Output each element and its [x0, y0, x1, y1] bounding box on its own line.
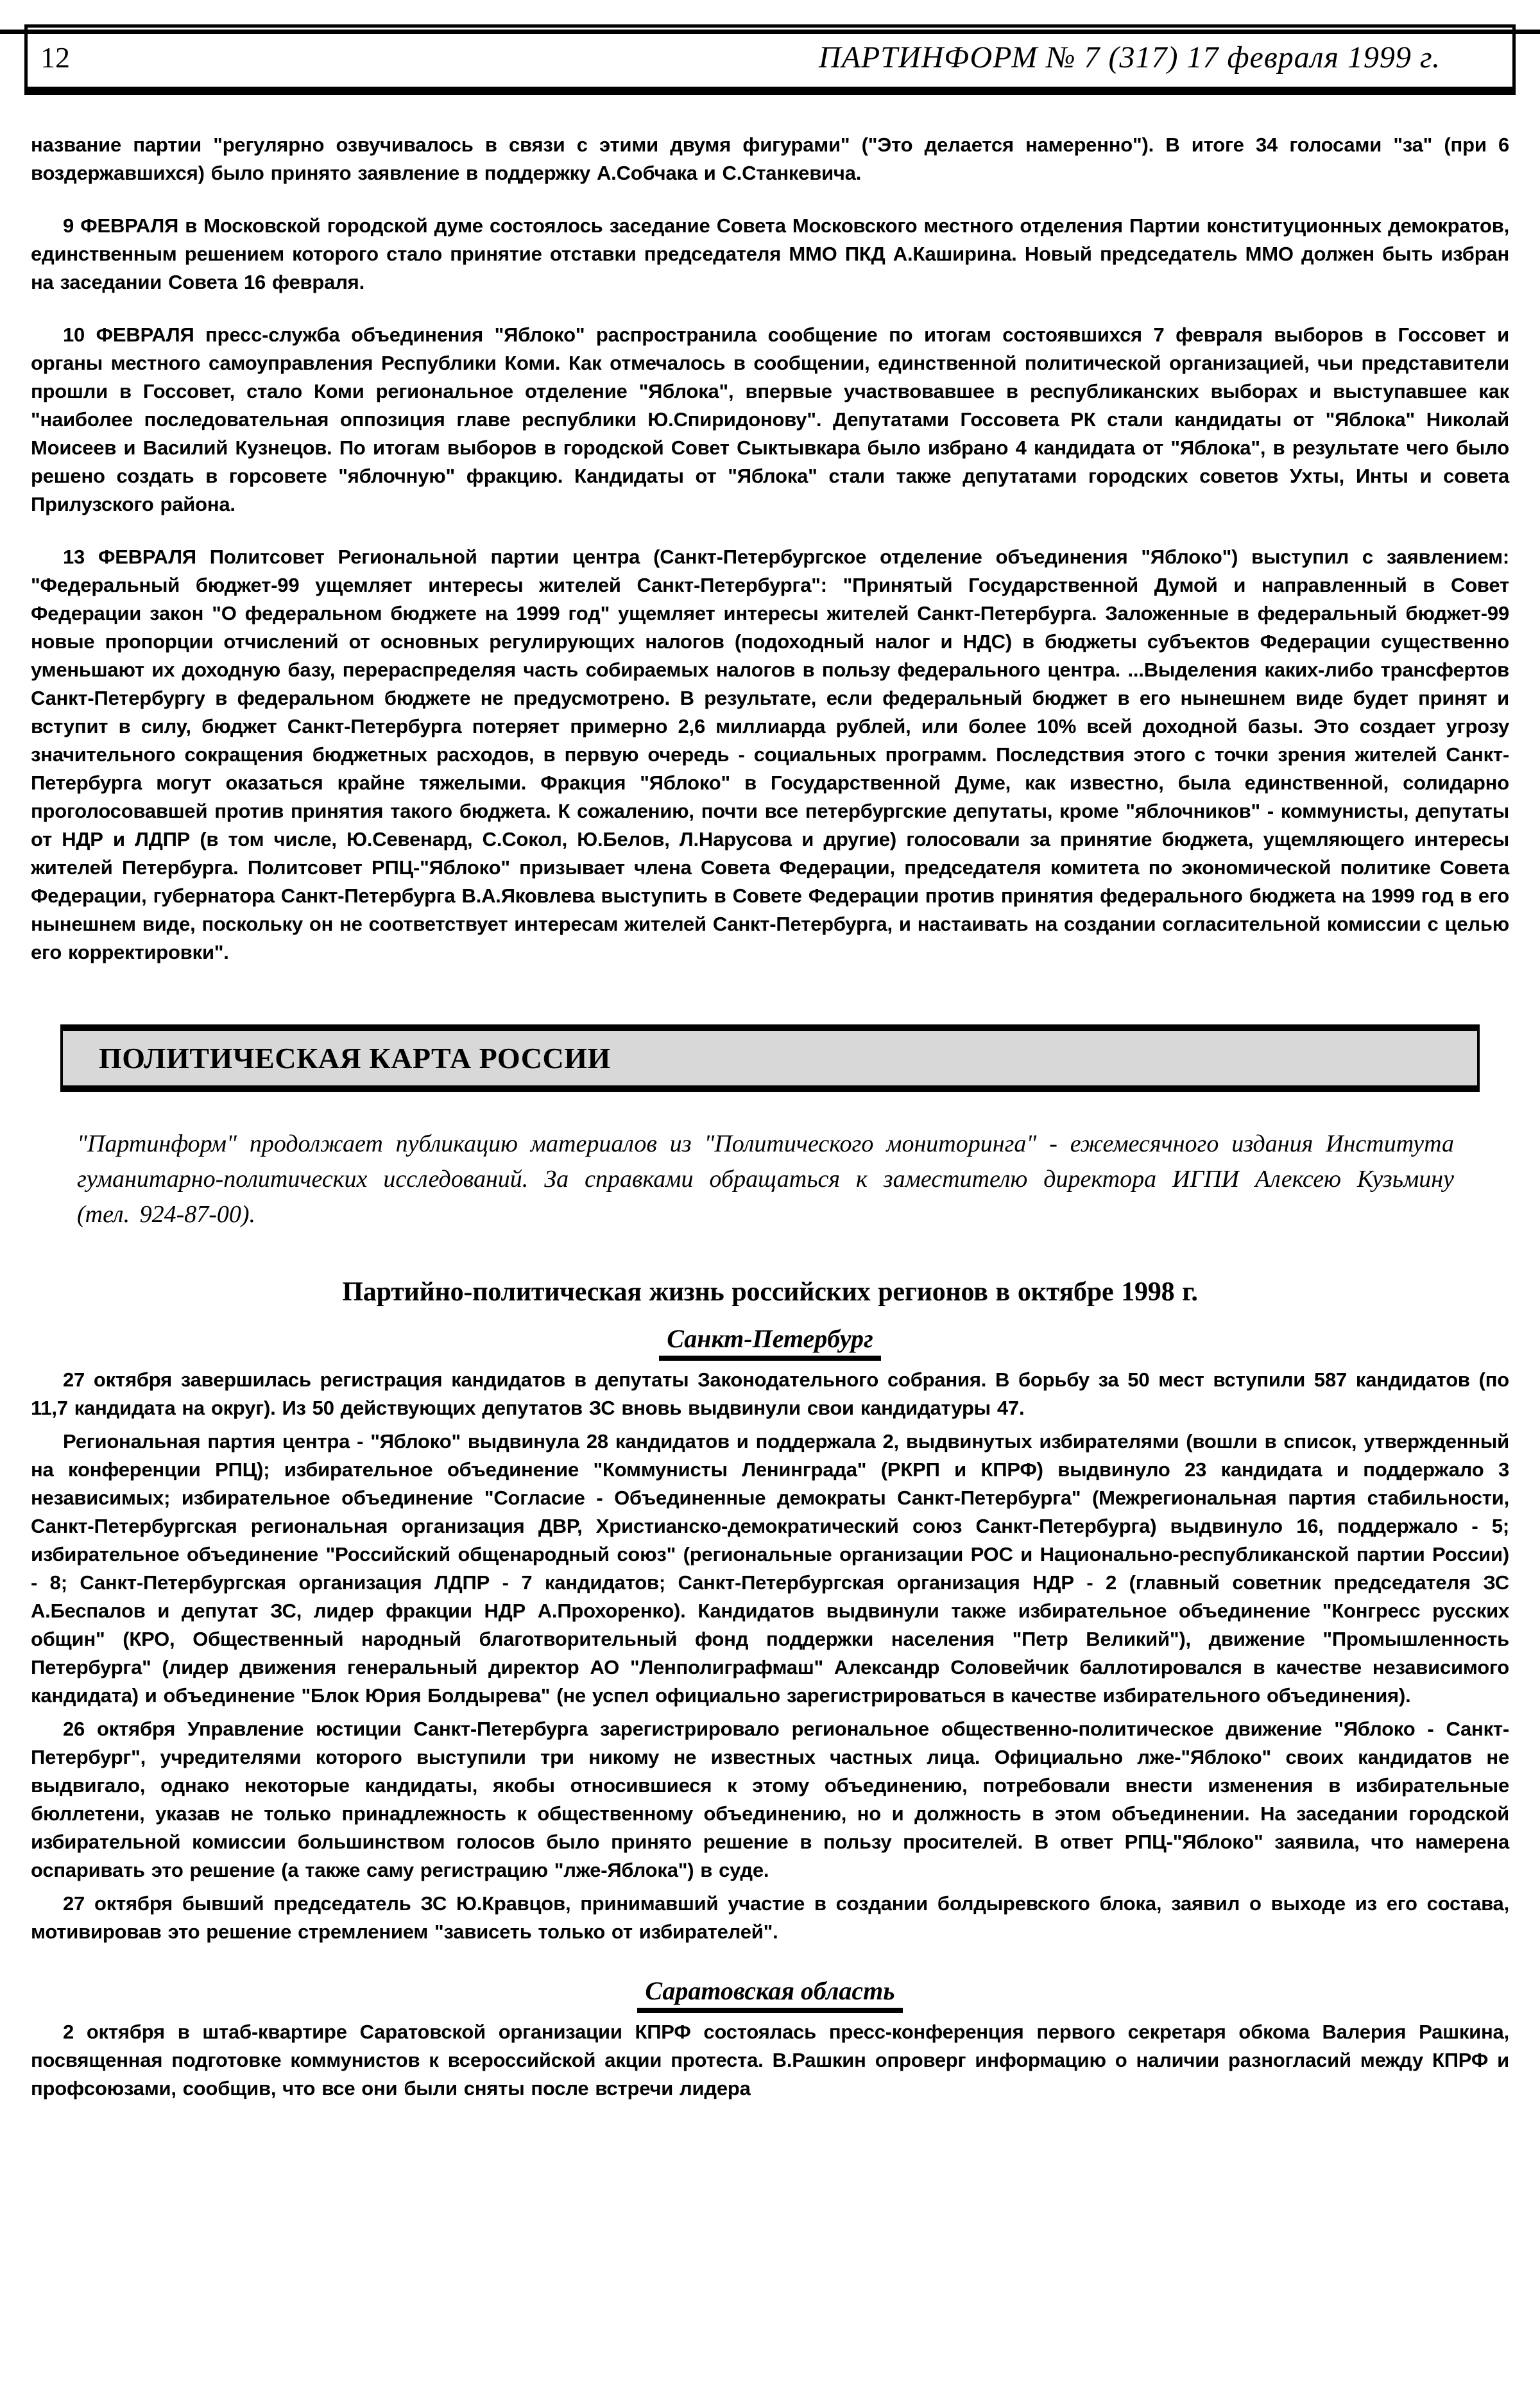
news-paragraph-feb13: 13 ФЕВРАЛЯ Политсовет Региональной партии центра (Санкт-Петербургское отделение объединения "Яблоко") выступил с заявлением: "Федеральный бюджет-99 ущемляет интересы жителей Санкт-Петербурга": "Принятый Государственной Думой и направленный в Совет Федерации закон "О федеральном бюджете на 1999 год" ущемляет интересы жителей Санкт-Петербурга. Заложенные в федеральный бюджет-99 новые пропорции отчислений от основных регулирующих налогов (подоходный налог и НДС) в бюджеты субъектов Федерации существенно уменьшают их доходную базу, перераспределяя часть собираемых налогов в пользу федерального центра. ...Выделения каких-либо трансфертов Санкт-Петербургу в федеральном бюджете не предусмотрено. В результате, если федеральный бюджет в его нынешнем виде будет принят и вступит в силу, бюджет Санкт-Петербурга потеряет примерно 2,6 миллиарда рублей, или более 10% всей доходной базы. Это создает угрозу значительного сокращения бюджетных расходов, в первую очередь - социальных программ. Последствия этого с точки зрения жителей Санкт-Петербурга могут оказаться крайне тяжелыми. Фракция "Яблоко" в Государственной Думе, как известно, была единственной, солидарно проголосовавшей против принятия такого бюджета. К сожалению, почти все петербургские депутаты, кроме "яблочников" - коммунисты, депутаты от НДР и ЛДПР (в том числе, Ю.Севенард, С.Сокол, Ю.Белов, Л.Нарусова и другие) голосовали за принятие бюджета, ущемляющего интересы жителей Петербурга. Политсовет РПЦ-"Яблоко" призывает члена Совета Федерации, председателя комитета по экономической политике Совета Федерации, губернатора Санкт-Петербурга В.А.Яковлева выступить в Совете Федерации против принятия федерального бюджета на 1999 год в его нынешнем виде, поскольку он не соответствует интересам жителей Санкт-Петербурга, и настаивать на создании согласительной комиссии с целью его корректировки". [31, 546, 1509, 963]
region-heading-wrap-spb [31, 1324, 1509, 1361]
saratov-paragraph-1: 2 октября в штаб-квартире Саратовской организации КПРФ состоялась пресс-конференция первого секретаря обкома Валерия Рашкина, посвященная подготовке коммунистов к всероссийской акции протеста. В.Рашкин опроверг информацию о наличии разногласий между КПРФ и профсоюзами, сообщив, что все они были сняты после встречи лидера [31, 2021, 1509, 2100]
newsletter-page [0, 24, 1540, 2407]
page-top-rule [0, 30, 1540, 34]
spb-paragraph-2: Региональная партия центра - "Яблоко" выдвинула 28 кандидатов и поддержала 2, выдвинутых избирателями (вошли в список, утвержденный на конференции РПЦ); избирательное объединение "Коммунисты Ленинграда" (РКРП и КПРФ) выдвинуло 23 кандидата и поддержало 3 независимых; избирательное объединение "Согласие - Объединенные демократы Санкт-Петербурга" (Межрегиональная партия стабильности, Санкт-Петербургская региональная организация ДВР, Христианско-демократический союз Санкт-Петербурга) выдвинуло 16, поддержало - 5; избирательное объединение "Российский общенародный союз" (региональные организации РОС и Национально-республиканской партии России) - 8; Санкт-Петербургская организация ЛДПР - 7 кандидатов; Санкт-Петербургская организация НДР - 2 (главный советник председателя ЗС А.Беспалов и депутат ЗС, лидер фракции НДР А.Прохоренко). Кандидатов выдвинули также избирательное объединение "Конгресс русских общин" (КРО, Общественный народный благотворительный фонд поддержки населения "Петр Великий"), движение "Промышленность Петербурга" (лидер движения генеральный директор АО "Ленполиграфмаш" Александр Соловейчик баллотировался в качестве независимого кандидата) и объединение "Блок Юрия Болдырева" (не успел официально зарегистрироваться в качестве избирательного объединения). [31, 1430, 1509, 1707]
monitoring-intro-paragraph: "Партинформ" продолжает публикацию материалов из "Политического мониторинга" - ежемесячного издания Института гуманитарно-политических исследований. За справками обращаться к заместителю директора ИГПИ Алексею Кузьмину (тел. 924-87-00). [77, 1130, 1454, 1228]
spb-paragraph-3: 26 октября Управление юстиции Санкт-Петербурга зарегистрировало региональное общественно-политическое движение "Яблоко - Санкт-Петербург", учредителями которого выступили три никому не известных частных лица. Официально лже-"Яблоко" своих кандидатов не выдвигало, однако некоторые кандидаты, якобы относившиеся к этому объединению, потребовали внести изменения в избирательные бюллетени, указав не только принадлежность к общественному объединению, но и должность в этом объединении. На заседании городской избирательной комиссии большинством голосов было принято решение в пользу просителей. В ответ РПЦ-"Яблоко" заявила, что намерена оспаривать это решение (а также саму регистрацию "лже-Яблока") в суде. [31, 1718, 1509, 1881]
news-paragraph-feb10: 10 ФЕВРАЛЯ пресс-служба объединения "Яблоко" распространила сообщение по итогам состоявшихся 7 февраля выборов в Госсовет и органы местного самоуправления Республики Коми. Как отмечалось в сообщении, единственной политической организацией, чьи представители прошли в Госсовет, стало Коми региональное отделение "Яблока", впервые участвовавшее в республиканских выборах и выступавшее как "наиболее последовательная оппозиция главе республики Ю.Спиридонову". Депутатами Госсовета РК стали кандидаты от "Яблока" Николай Моисеев и Василий Кузнецов. По итогам выборов в городской Совет Сыктывкара было избрано 4 кандидата от "Яблока", в результате чего было решено создать в горсовете "яблочную" фракцию. Кандидаты от "Яблока" стали также депутатами городских советов Ухты, Инты и совета Прилузского района. [31, 324, 1509, 515]
running-header [24, 24, 1516, 95]
news-paragraph-feb9: 9 ФЕВРАЛЯ в Московской городской думе состоялось заседание Совета Московского местного отделения Партии конституционных демократов, единственным решением которого стало принятие отставки председателя ММО ПКД А.Каширина. Новый председатель ММО должен быть избран на заседании Совета 16 февраля. [31, 214, 1509, 293]
region-heading-wrap-saratov [31, 1976, 1509, 2013]
lead-continuation-paragraph: название партии "регулярно озвучивалось в связи с этими двумя фигурами" ("Это делается намеренно"). В итоге 34 голосами "за" (при 6 воздержавшихся) было принято заявление в поддержку А.Собчака и С.Станкевича. [31, 134, 1509, 184]
report-title: Партийно-политическая жизнь российских регионов в октябре 1998 г. [342, 1277, 1198, 1307]
page-number: 12 [40, 40, 70, 74]
region-heading-saint-petersburg: Санкт-Петербург [659, 1324, 880, 1361]
page-body [0, 131, 1540, 2103]
spb-paragraph-4: 27 октября бывший председатель ЗС Ю.Кравцов, принимавший участие в создании болдыревского блока, заявил о выходе из его состава, мотивировав это решение стремлением "зависеть только от избирателей". [31, 1892, 1509, 1943]
spb-paragraph-1: 27 октября завершилась регистрация кандидатов в депутаты Законодательного собрания. В борьбу за 50 мест вступили 587 кандидатов (по 11,7 кандидата на округ). Из 50 действующих депутатов ЗС вновь выдвинули свои кандидатуры 47. [31, 1368, 1509, 1419]
region-heading-saratov-oblast: Саратовская область [637, 1976, 902, 2013]
journal-masthead: ПАРТИНФОРМ № 7 (317) 17 февраля 1999 г. [818, 40, 1441, 74]
section-banner-political-map: ПОЛИТИЧЕСКАЯ КАРТА РОССИИ [60, 1024, 1480, 1092]
